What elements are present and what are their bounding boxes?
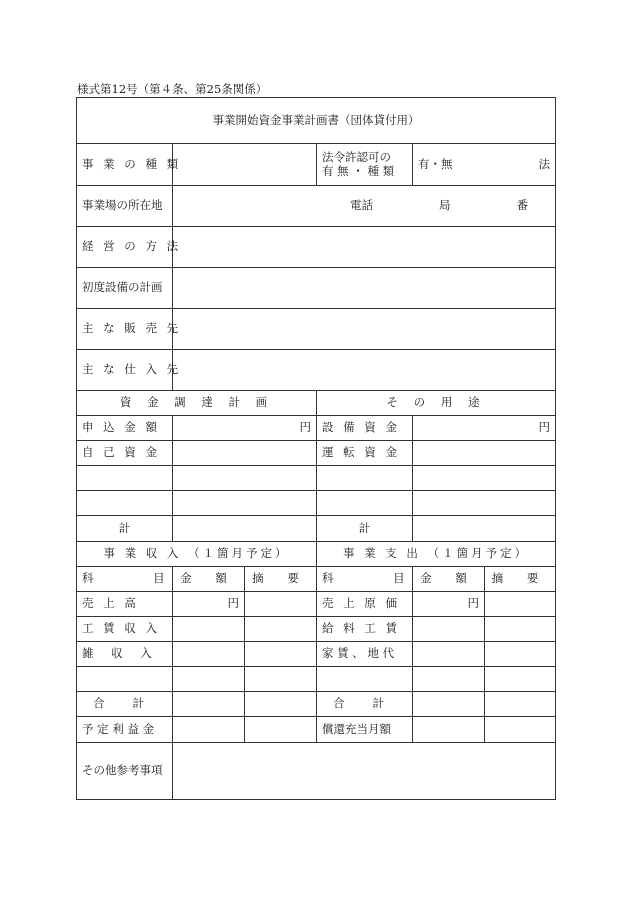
phone-number-label: 番 — [516, 198, 529, 213]
location-field[interactable] — [173, 186, 556, 227]
revenue-note-field[interactable] — [245, 667, 317, 692]
monthly-repayment-note-field[interactable] — [485, 717, 556, 743]
license-label-line1: 法令許認可の — [322, 149, 391, 164]
form-number-caption: 様式第12号（第４条、第25条関係） — [77, 82, 268, 96]
initial-equipment-label: 初度設備の計画 — [77, 268, 173, 309]
revenue-note-field[interactable] — [245, 592, 317, 617]
funding-use-field[interactable] — [317, 466, 413, 491]
funding-total-label: 計 — [77, 516, 173, 542]
main-suppliers-field[interactable] — [173, 350, 556, 391]
planned-profit-label: 予 定 利 益 金 — [77, 717, 173, 743]
revenue-note-field[interactable] — [245, 617, 317, 642]
license-yes-no[interactable]: 有・無 — [418, 156, 453, 171]
revenue-note-column-header: 摘 要 — [245, 567, 317, 592]
management-label: 経 営 の 方 法 — [77, 227, 173, 268]
expense-note-field[interactable] — [485, 667, 556, 692]
revenue-total-amount-field[interactable] — [173, 692, 245, 717]
revenue-item-column-header: 科 目 — [77, 567, 173, 592]
revenue-header: 事 業 収 入 （１箇月予定） — [77, 542, 317, 567]
funding-total-field[interactable] — [173, 516, 317, 542]
funding-use-total-field[interactable] — [413, 516, 556, 542]
expense-note-field[interactable] — [485, 617, 556, 642]
planned-profit-amount-field[interactable] — [173, 717, 245, 743]
expense-amount-field[interactable] — [413, 642, 485, 667]
expense-amount-field[interactable] — [413, 667, 485, 692]
license-label-line2: 有 無 ・ 種 類 — [322, 163, 395, 178]
revenue-amount-field[interactable]: 円 — [173, 592, 245, 617]
main-customers-field[interactable] — [173, 309, 556, 350]
funding-source-label: 申 込 金 額 — [77, 416, 173, 441]
phone-area-label: 局 — [439, 198, 451, 213]
revenue-total-label: 合 計 — [77, 692, 173, 717]
funding-amount-field[interactable]: 円 — [173, 416, 317, 441]
main-customers-label: 主 な 販 売 先 — [77, 309, 173, 350]
funding-plan-header: 資 金 調 達 計 画 — [77, 391, 317, 416]
revenue-amount-column-header: 金 額 — [173, 567, 245, 592]
expense-amount-column-header: 金 額 — [413, 567, 485, 592]
expense-note-field[interactable] — [485, 592, 556, 617]
funding-use-amount-field[interactable] — [413, 466, 556, 491]
business-type-field[interactable] — [173, 144, 317, 186]
revenue-amount-field[interactable] — [173, 667, 245, 692]
business-plan-form — [76, 97, 556, 800]
other-notes-label: その他参考事項 — [77, 743, 173, 800]
expense-item-label: 給 料 工 賃 — [317, 617, 413, 642]
funding-use-label: 設 備 資 金 — [317, 416, 413, 441]
funding-amount-field[interactable] — [173, 491, 317, 516]
business-type-label: 事 業 の 種 類 — [77, 144, 173, 186]
revenue-amount-field[interactable] — [173, 642, 245, 667]
funding-use-header: そ の 用 途 — [317, 391, 556, 416]
form-title: 事業開始資金事業計画書（団体貸付用） — [77, 98, 556, 144]
funding-use-amount-field[interactable]: 円 — [413, 416, 556, 441]
funding-use-amount-field[interactable] — [413, 441, 556, 466]
expense-item-field[interactable] — [317, 667, 413, 692]
monthly-repayment-amount-field[interactable] — [413, 717, 485, 743]
revenue-total-note-field[interactable] — [245, 692, 317, 717]
revenue-amount-field[interactable] — [173, 617, 245, 642]
expense-total-label: 合 計 — [317, 692, 413, 717]
revenue-item-field[interactable] — [77, 667, 173, 692]
revenue-item-label: 工 賃 収 入 — [77, 617, 173, 642]
funding-use-total-label: 計 — [317, 516, 413, 542]
revenue-note-field[interactable] — [245, 642, 317, 667]
revenue-item-label: 売 上 高 — [77, 592, 173, 617]
phone-label: 電話 — [350, 198, 373, 213]
funding-use-field[interactable] — [317, 491, 413, 516]
location-label: 事業場の所在地 — [77, 186, 173, 227]
planned-profit-note-field[interactable] — [245, 717, 317, 743]
funding-use-label: 運 転 資 金 — [317, 441, 413, 466]
expense-note-column-header: 摘 要 — [485, 567, 556, 592]
funding-use-amount-field[interactable] — [413, 491, 556, 516]
license-field[interactable] — [413, 144, 556, 186]
funding-source-field[interactable] — [77, 491, 173, 516]
expense-amount-field[interactable]: 円 — [413, 592, 485, 617]
funding-source-field[interactable] — [77, 466, 173, 491]
license-law-suffix: 法 — [538, 156, 551, 171]
expense-total-note-field[interactable] — [485, 692, 556, 717]
funding-amount-field[interactable] — [173, 466, 317, 491]
other-notes-field[interactable] — [173, 743, 556, 800]
funding-source-label: 自 己 資 金 — [77, 441, 173, 466]
funding-amount-field[interactable] — [173, 441, 317, 466]
expense-note-field[interactable] — [485, 642, 556, 667]
expense-item-column-header: 科 目 — [317, 567, 413, 592]
monthly-repayment-label: 償還充当月額 — [317, 717, 413, 743]
expense-header: 事 業 支 出 （１箇月予定） — [317, 542, 556, 567]
revenue-item-label: 雑 収 入 — [77, 642, 173, 667]
expense-item-label: 売 上 原 価 — [317, 592, 413, 617]
initial-equipment-field[interactable] — [173, 268, 556, 309]
expense-amount-field[interactable] — [413, 617, 485, 642]
expense-item-label: 家 賃 、 地 代 — [317, 642, 413, 667]
management-field[interactable] — [173, 227, 556, 268]
license-label — [317, 144, 413, 186]
main-suppliers-label: 主 な 仕 入 先 — [77, 350, 173, 391]
expense-total-amount-field[interactable] — [413, 692, 485, 717]
